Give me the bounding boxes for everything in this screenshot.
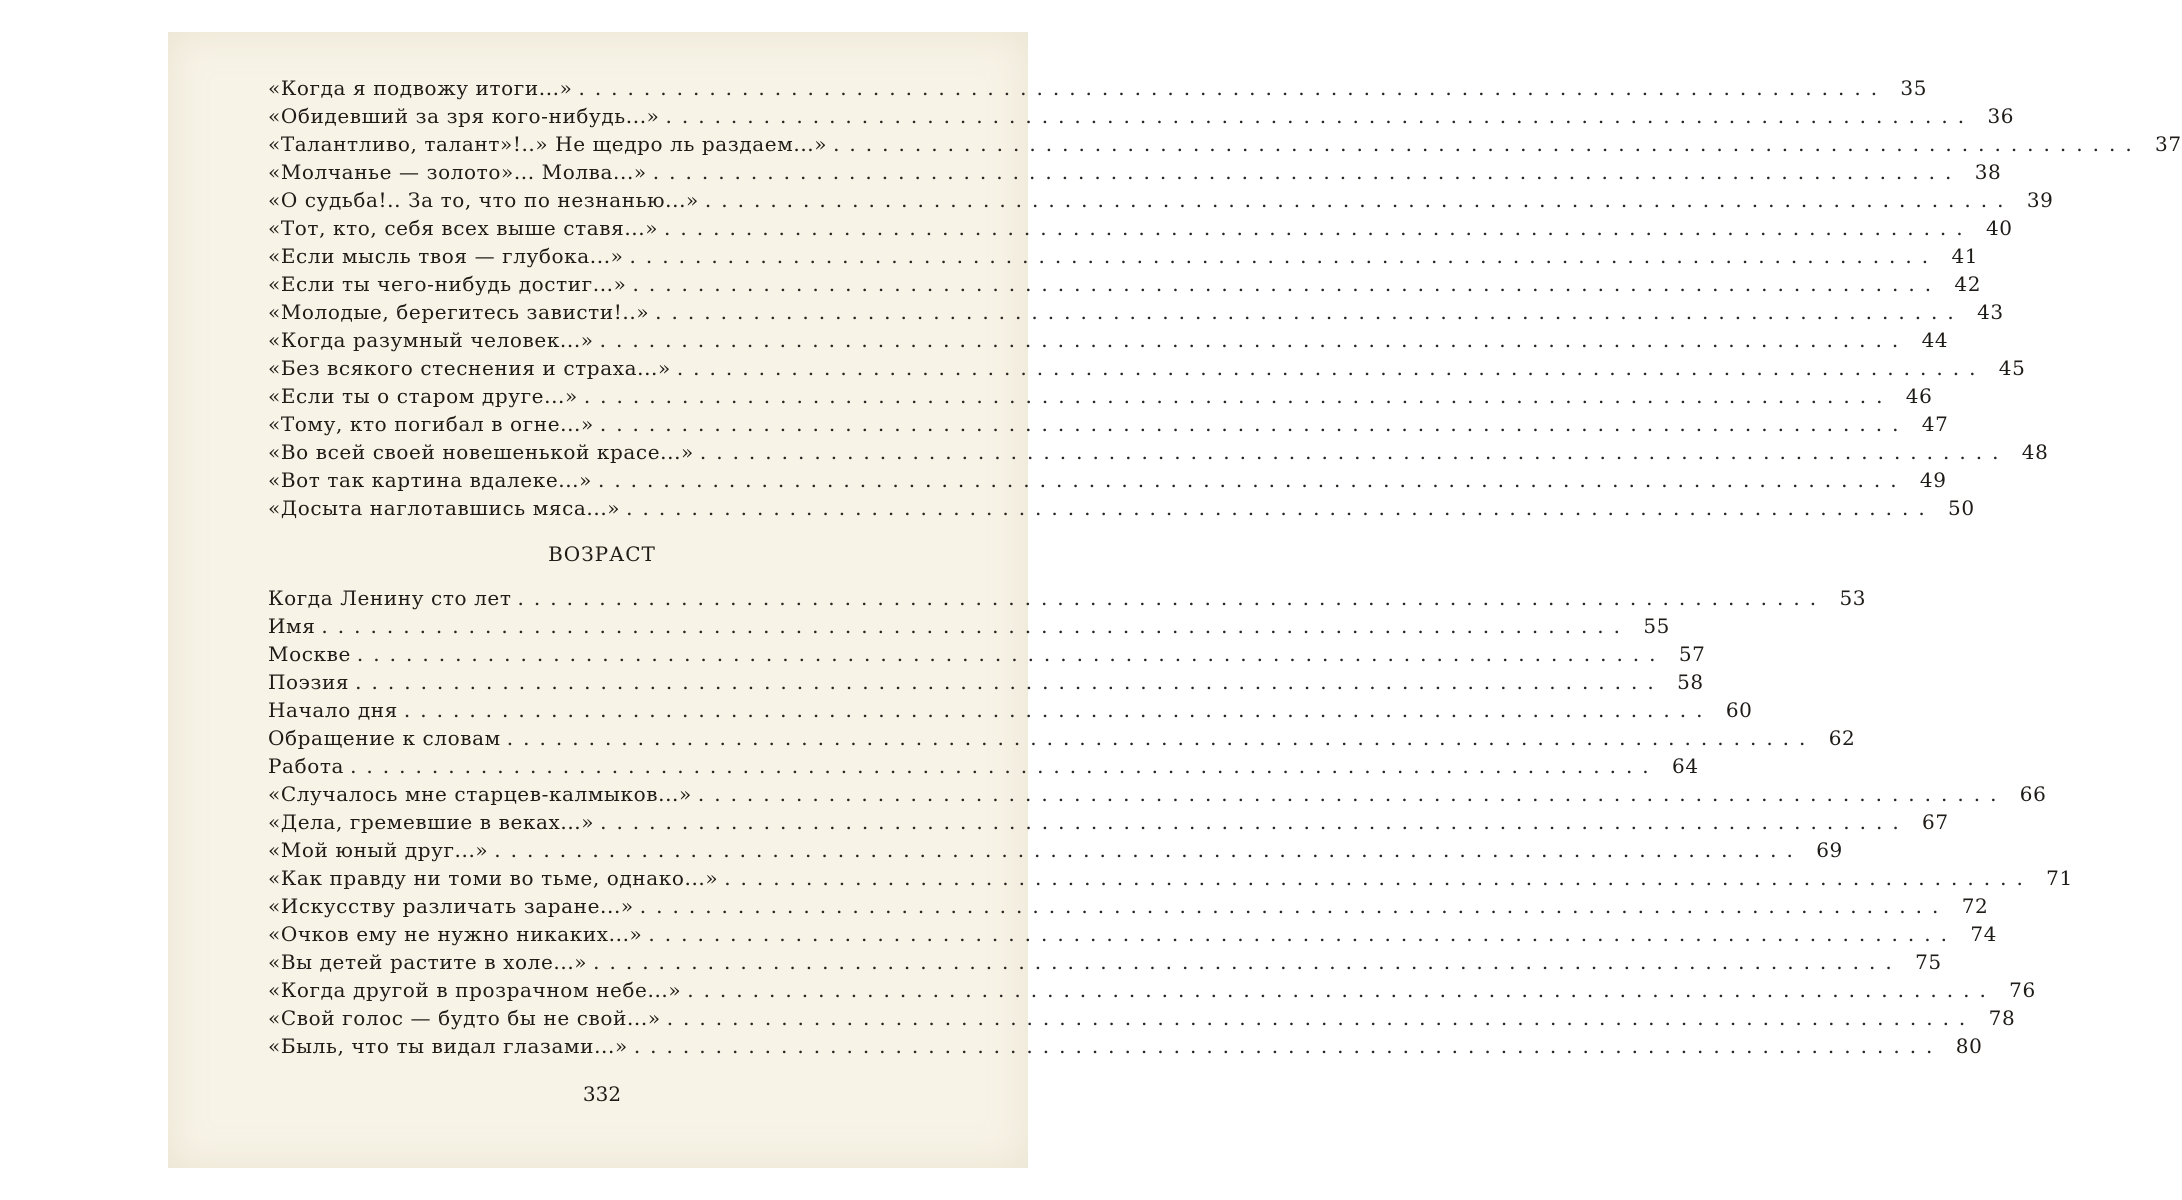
toc-entry	[268, 836, 1843, 864]
toc-entry-page: 35	[1900, 76, 1928, 100]
toc-entry-title: «Во всей своей новешенькой красе...»	[268, 440, 694, 464]
toc-entry	[268, 948, 1942, 976]
toc-entry-title: «Мой юный друг...»	[268, 838, 489, 862]
dot-leader: ................................................................................	[321, 614, 1631, 638]
toc-entry	[268, 186, 2054, 214]
toc-entry-page: 72	[1961, 894, 1989, 918]
toc-entry-title: Когда Ленину сто лет	[268, 586, 512, 610]
toc-entry	[268, 780, 2047, 808]
dot-leader: ................................................................................	[629, 244, 1939, 268]
toc-entry-title: «Искусству различать заране...»	[268, 894, 634, 918]
toc-entry-title: «Без всякого стеснения и страха...»	[268, 356, 671, 380]
toc-entry-page: 57	[1678, 642, 1706, 666]
toc-entry-title: «Если ты о старом друге...»	[268, 384, 578, 408]
toc-entry-page: 44	[1921, 328, 1949, 352]
toc-entry	[268, 612, 1671, 640]
toc-entry-page: 48	[2021, 440, 2049, 464]
toc-entry	[268, 466, 1947, 494]
toc-entry-page: 43	[1977, 300, 2004, 324]
toc-entry-page: 40	[1985, 216, 2013, 240]
toc-entry-title: «Быль, что ты видал глазами...»	[268, 1034, 628, 1058]
toc-entry-page: 47	[1921, 412, 1949, 436]
toc-entry-title: «Вот так картина вдалеке...»	[268, 468, 592, 492]
toc-entry-page: 76	[2009, 978, 2036, 1002]
toc-entry-title: «Дела, гремевшие в веках...»	[268, 810, 595, 834]
table-of-contents-part-1	[268, 74, 2182, 522]
toc-entry	[268, 410, 1949, 438]
toc-entry-page: 69	[1816, 838, 1843, 862]
toc-entry-title: Обращение к словам	[268, 726, 501, 750]
toc-entry-page: 75	[1915, 950, 1942, 974]
toc-entry-title: «Когда я подвожу итоги...»	[268, 76, 573, 100]
toc-entry-title: «Тому, кто погибал в огне...»	[268, 412, 594, 436]
toc-entry-title: «О судьба!.. За то, что по незнанью...»	[268, 188, 699, 212]
toc-entry-page: 60	[1725, 698, 1753, 722]
dot-leader: ................................................................................	[583, 384, 1893, 408]
toc-entry-title: «Вы детей растите в холе...»	[268, 950, 588, 974]
toc-entry-title: «Свой голос — будто бы не свой...»	[268, 1006, 661, 1030]
toc-entry	[268, 382, 1933, 410]
dot-leader: ................................................................................	[599, 328, 1909, 352]
dot-leader: ................................................................................	[687, 978, 1996, 1002]
dot-leader: ................................................................................	[356, 642, 1666, 666]
dot-leader: ................................................................................	[666, 1006, 1976, 1030]
toc-entry-title: «Обидевший за зря кого-нибудь...»	[268, 104, 660, 128]
toc-entry-page: 64	[1672, 754, 1699, 778]
dot-leader: ................................................................................	[597, 468, 1907, 492]
toc-entry-page: 38	[1974, 160, 2002, 184]
toc-entry	[268, 242, 1979, 270]
section-heading: ВОЗРАСТ	[548, 542, 656, 566]
toc-entry-title: «Досыта наглотавшись мяса...»	[268, 496, 621, 520]
dot-leader: ................................................................................	[632, 272, 1942, 296]
dot-leader: ................................................................................	[506, 726, 1816, 750]
dot-leader: ................................................................................	[600, 810, 1909, 834]
toc-entry-title: «Если мысль твоя — глубока...»	[268, 244, 624, 268]
toc-entry	[268, 1004, 2016, 1032]
toc-entry-title: «Молчанье — золото»... Молва...»	[268, 160, 647, 184]
toc-entry	[268, 130, 2182, 158]
toc-entry-page: 71	[2046, 866, 2073, 890]
toc-entry	[268, 864, 2073, 892]
toc-entry	[268, 584, 1867, 612]
toc-entry	[268, 214, 2013, 242]
toc-entry	[268, 920, 1997, 948]
toc-entry	[268, 354, 2026, 382]
book-page	[168, 32, 2182, 1168]
toc-entry	[268, 640, 1706, 668]
toc-entry-title: «Когда другой в прозрачном небе...»	[268, 978, 682, 1002]
toc-entry-title: Москве	[268, 642, 351, 666]
dot-leader: ................................................................................	[652, 160, 1962, 184]
toc-entry-page: 80	[1955, 1034, 1983, 1058]
toc-entry-title: «Очков ему не нужно никаких...»	[268, 922, 643, 946]
dot-leader: ................................................................................	[403, 698, 1713, 722]
dot-leader: ................................................................................	[833, 132, 2142, 156]
toc-entry-page: 39	[2026, 188, 2054, 212]
dot-leader: ................................................................................	[593, 950, 1902, 974]
toc-entry-title: «Случалось мне старцев-калмыков...»	[268, 782, 692, 806]
toc-entry-title: «Тот, кто, себя всех выше ставя...»	[268, 216, 659, 240]
dot-leader: ................................................................................	[655, 300, 1964, 324]
toc-entry-title: Начало дня	[268, 698, 398, 722]
toc-entry-page: 50	[1948, 496, 1975, 520]
toc-entry	[268, 892, 1989, 920]
toc-entry-title: Поэзия	[268, 670, 350, 694]
toc-entry	[268, 696, 1753, 724]
toc-entry	[268, 668, 1704, 696]
toc-entry-title: «Как правду ни томи во тьме, однако...»	[268, 866, 719, 890]
dot-leader: ................................................................................	[633, 1034, 1943, 1058]
toc-entry-page: 42	[1954, 272, 1982, 296]
toc-entry	[268, 494, 1975, 522]
toc-entry-page: 45	[1998, 356, 2026, 380]
toc-entry-title: Имя	[268, 614, 316, 638]
toc-entry	[268, 976, 2036, 1004]
toc-entry-page: 62	[1828, 726, 1856, 750]
dot-leader: ................................................................................	[648, 922, 1957, 946]
dot-leader: ................................................................................	[350, 754, 1659, 778]
dot-leader: ................................................................................	[626, 496, 1935, 520]
table-of-contents-part-2	[268, 584, 2073, 1060]
toc-entry-page: 55	[1643, 614, 1671, 638]
dot-leader: ................................................................................	[664, 216, 1973, 240]
dot-leader: ................................................................................	[665, 104, 1975, 128]
toc-entry-page: 74	[1970, 922, 1997, 946]
toc-entry	[268, 298, 2004, 326]
dot-leader: ................................................................................	[704, 188, 2014, 212]
dot-leader: ................................................................................	[517, 586, 1827, 610]
toc-entry	[268, 724, 1856, 752]
toc-entry-page: 67	[1922, 810, 1949, 834]
dot-leader: ................................................................................	[699, 440, 2009, 464]
toc-entry-page: 41	[1951, 244, 1979, 268]
toc-entry-title: Работа	[268, 754, 345, 778]
toc-entry-page: 66	[2019, 782, 2047, 806]
toc-entry	[268, 74, 1928, 102]
toc-entry-page: 46	[1905, 384, 1933, 408]
dot-leader: ................................................................................	[578, 76, 1888, 100]
toc-entry	[268, 1032, 1983, 1060]
toc-entry-page: 49	[1919, 468, 1947, 492]
toc-entry-title: «Если ты чего-нибудь достиг...»	[268, 272, 627, 296]
dot-leader: ................................................................................	[639, 894, 1949, 918]
toc-entry-page: 58	[1677, 670, 1704, 694]
toc-entry	[268, 752, 1699, 780]
toc-entry-page: 53	[1839, 586, 1867, 610]
dot-leader: ................................................................................	[494, 838, 1803, 862]
dot-leader: ................................................................................	[599, 412, 1909, 436]
toc-entry-page: 78	[1988, 1006, 2016, 1030]
toc-entry-page: 36	[1987, 104, 2015, 128]
page-number: 332	[582, 1082, 622, 1106]
toc-entry	[268, 326, 1949, 354]
dot-leader: ................................................................................	[676, 356, 1986, 380]
toc-entry-title: «Талантливо, талант»!..» Не щедро ль раздаем...»	[268, 132, 828, 156]
toc-entry-title: «Молодые, берегитесь зависти!..»	[268, 300, 650, 324]
dot-leader: ................................................................................	[697, 782, 2007, 806]
toc-entry	[268, 808, 1949, 836]
toc-entry	[268, 102, 2015, 130]
toc-entry	[268, 158, 2002, 186]
toc-entry-page: 37	[2155, 132, 2182, 156]
toc-entry	[268, 270, 1982, 298]
toc-entry	[268, 438, 2049, 466]
dot-leader: ................................................................................	[355, 670, 1664, 694]
toc-entry-title: «Когда разумный человек...»	[268, 328, 594, 352]
dot-leader: ................................................................................	[724, 866, 2033, 890]
